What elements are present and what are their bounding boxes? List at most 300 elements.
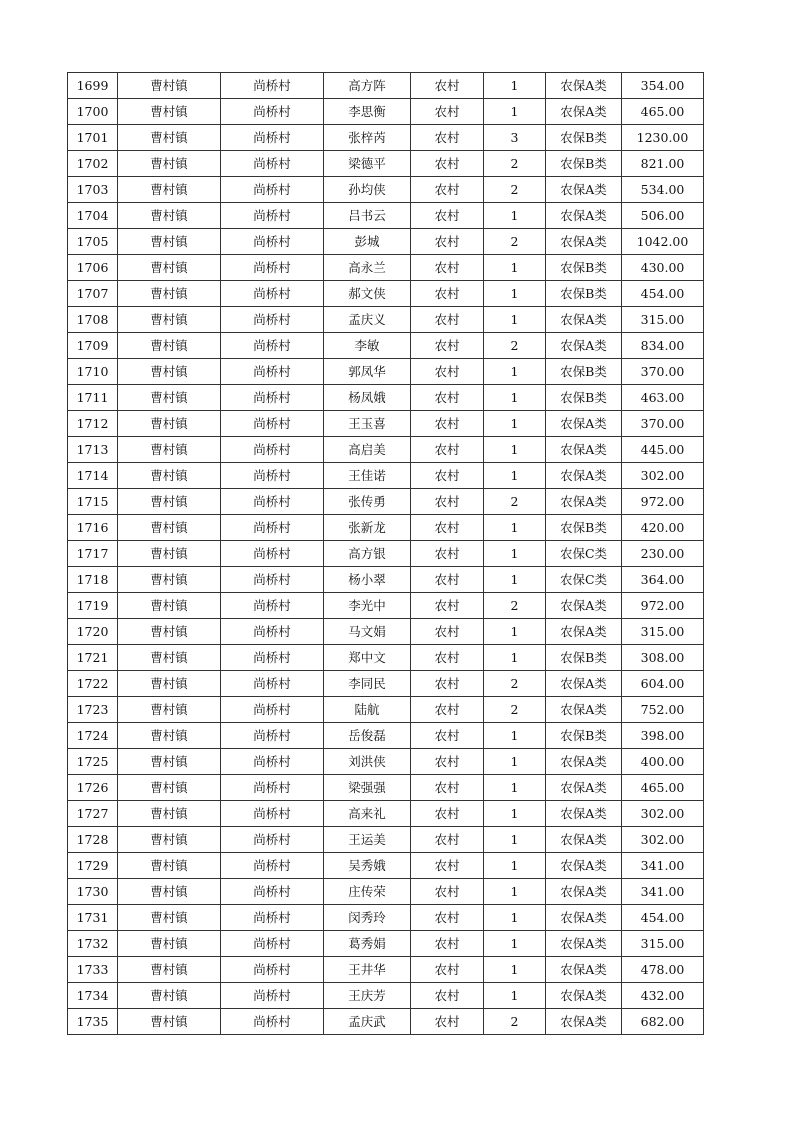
- serial-number-cell: 1728: [68, 827, 118, 853]
- household-size-cell: 1: [484, 749, 546, 775]
- household-size-cell: 1: [484, 879, 546, 905]
- area-type-cell: 农村: [411, 281, 484, 307]
- category-cell: 农保B类: [546, 645, 622, 671]
- area-type-cell: 农村: [411, 463, 484, 489]
- name-cell: 李光中: [324, 593, 411, 619]
- amount-cell: 341.00: [622, 879, 704, 905]
- amount-cell: 364.00: [622, 567, 704, 593]
- household-size-cell: 1: [484, 541, 546, 567]
- amount-cell: 370.00: [622, 411, 704, 437]
- name-cell: 郝文侠: [324, 281, 411, 307]
- village-cell: 尚桥村: [221, 333, 324, 359]
- village-cell: 尚桥村: [221, 697, 324, 723]
- serial-number-cell: 1722: [68, 671, 118, 697]
- serial-number-cell: 1714: [68, 463, 118, 489]
- category-cell: 农保A类: [546, 827, 622, 853]
- area-type-cell: 农村: [411, 255, 484, 281]
- town-cell: 曹村镇: [118, 333, 221, 359]
- serial-number-cell: 1702: [68, 151, 118, 177]
- area-type-cell: 农村: [411, 73, 484, 99]
- household-size-cell: 2: [484, 671, 546, 697]
- household-size-cell: 1: [484, 567, 546, 593]
- amount-cell: 445.00: [622, 437, 704, 463]
- village-cell: 尚桥村: [221, 437, 324, 463]
- category-cell: 农保A类: [546, 229, 622, 255]
- village-cell: 尚桥村: [221, 827, 324, 853]
- area-type-cell: 农村: [411, 593, 484, 619]
- household-size-cell: 1: [484, 983, 546, 1009]
- village-cell: 尚桥村: [221, 73, 324, 99]
- area-type-cell: 农村: [411, 983, 484, 1009]
- category-cell: 农保A类: [546, 463, 622, 489]
- amount-cell: 1230.00: [622, 125, 704, 151]
- household-size-cell: 2: [484, 489, 546, 515]
- name-cell: 岳俊磊: [324, 723, 411, 749]
- household-size-cell: 1: [484, 73, 546, 99]
- serial-number-cell: 1699: [68, 73, 118, 99]
- town-cell: 曹村镇: [118, 125, 221, 151]
- serial-number-cell: 1725: [68, 749, 118, 775]
- village-cell: 尚桥村: [221, 905, 324, 931]
- category-cell: 农保B类: [546, 723, 622, 749]
- amount-cell: 682.00: [622, 1009, 704, 1035]
- table-row: [68, 437, 704, 463]
- household-size-cell: 2: [484, 333, 546, 359]
- village-cell: 尚桥村: [221, 1009, 324, 1035]
- name-cell: 王庆芳: [324, 983, 411, 1009]
- table-row: [68, 749, 704, 775]
- household-size-cell: 2: [484, 229, 546, 255]
- amount-cell: 430.00: [622, 255, 704, 281]
- area-type-cell: 农村: [411, 723, 484, 749]
- area-type-cell: 农村: [411, 307, 484, 333]
- village-cell: 尚桥村: [221, 541, 324, 567]
- town-cell: 曹村镇: [118, 307, 221, 333]
- name-cell: 张梓芮: [324, 125, 411, 151]
- amount-cell: 315.00: [622, 619, 704, 645]
- village-cell: 尚桥村: [221, 931, 324, 957]
- serial-number-cell: 1718: [68, 567, 118, 593]
- table-row: [68, 645, 704, 671]
- town-cell: 曹村镇: [118, 515, 221, 541]
- table-row: [68, 671, 704, 697]
- village-cell: 尚桥村: [221, 853, 324, 879]
- name-cell: 高启美: [324, 437, 411, 463]
- serial-number-cell: 1732: [68, 931, 118, 957]
- category-cell: 农保A类: [546, 671, 622, 697]
- household-size-cell: 1: [484, 645, 546, 671]
- table-row: [68, 151, 704, 177]
- category-cell: 农保A类: [546, 619, 622, 645]
- town-cell: 曹村镇: [118, 749, 221, 775]
- town-cell: 曹村镇: [118, 359, 221, 385]
- amount-cell: 972.00: [622, 593, 704, 619]
- name-cell: 庄传荣: [324, 879, 411, 905]
- table-row: [68, 333, 704, 359]
- area-type-cell: 农村: [411, 203, 484, 229]
- category-cell: 农保A类: [546, 957, 622, 983]
- household-size-cell: 1: [484, 515, 546, 541]
- village-cell: 尚桥村: [221, 463, 324, 489]
- household-size-cell: 1: [484, 99, 546, 125]
- area-type-cell: 农村: [411, 567, 484, 593]
- name-cell: 孙均侠: [324, 177, 411, 203]
- town-cell: 曹村镇: [118, 385, 221, 411]
- village-cell: 尚桥村: [221, 229, 324, 255]
- village-cell: 尚桥村: [221, 125, 324, 151]
- table-row: [68, 177, 704, 203]
- table-row: [68, 853, 704, 879]
- table-row: [68, 931, 704, 957]
- serial-number-cell: 1715: [68, 489, 118, 515]
- table-row: [68, 203, 704, 229]
- household-size-cell: 1: [484, 411, 546, 437]
- category-cell: 农保A类: [546, 73, 622, 99]
- serial-number-cell: 1711: [68, 385, 118, 411]
- town-cell: 曹村镇: [118, 853, 221, 879]
- table-row: [68, 73, 704, 99]
- category-cell: 农保B类: [546, 515, 622, 541]
- area-type-cell: 农村: [411, 827, 484, 853]
- area-type-cell: 农村: [411, 853, 484, 879]
- area-type-cell: 农村: [411, 905, 484, 931]
- town-cell: 曹村镇: [118, 203, 221, 229]
- name-cell: 马文娟: [324, 619, 411, 645]
- area-type-cell: 农村: [411, 697, 484, 723]
- table-row: [68, 515, 704, 541]
- serial-number-cell: 1726: [68, 775, 118, 801]
- category-cell: 农保B类: [546, 385, 622, 411]
- amount-cell: 463.00: [622, 385, 704, 411]
- name-cell: 李同民: [324, 671, 411, 697]
- town-cell: 曹村镇: [118, 931, 221, 957]
- serial-number-cell: 1735: [68, 1009, 118, 1035]
- area-type-cell: 农村: [411, 645, 484, 671]
- name-cell: 彭城: [324, 229, 411, 255]
- table-row: [68, 281, 704, 307]
- category-cell: 农保B类: [546, 151, 622, 177]
- area-type-cell: 农村: [411, 957, 484, 983]
- village-cell: 尚桥村: [221, 307, 324, 333]
- household-size-cell: 1: [484, 905, 546, 931]
- household-size-cell: 1: [484, 853, 546, 879]
- household-size-cell: 2: [484, 697, 546, 723]
- amount-cell: 454.00: [622, 905, 704, 931]
- name-cell: 孟庆义: [324, 307, 411, 333]
- town-cell: 曹村镇: [118, 801, 221, 827]
- town-cell: 曹村镇: [118, 957, 221, 983]
- category-cell: 农保A类: [546, 775, 622, 801]
- amount-cell: 432.00: [622, 983, 704, 1009]
- table-row: [68, 255, 704, 281]
- household-size-cell: 1: [484, 775, 546, 801]
- village-cell: 尚桥村: [221, 593, 324, 619]
- name-cell: 闵秀玲: [324, 905, 411, 931]
- category-cell: 农保A类: [546, 177, 622, 203]
- household-size-cell: 1: [484, 307, 546, 333]
- name-cell: 高永兰: [324, 255, 411, 281]
- serial-number-cell: 1708: [68, 307, 118, 333]
- area-type-cell: 农村: [411, 177, 484, 203]
- area-type-cell: 农村: [411, 749, 484, 775]
- category-cell: 农保A类: [546, 879, 622, 905]
- category-cell: 农保A类: [546, 489, 622, 515]
- serial-number-cell: 1704: [68, 203, 118, 229]
- town-cell: 曹村镇: [118, 489, 221, 515]
- serial-number-cell: 1700: [68, 99, 118, 125]
- amount-cell: 465.00: [622, 99, 704, 125]
- amount-cell: 315.00: [622, 307, 704, 333]
- area-type-cell: 农村: [411, 879, 484, 905]
- serial-number-cell: 1733: [68, 957, 118, 983]
- area-type-cell: 农村: [411, 229, 484, 255]
- category-cell: 农保C类: [546, 567, 622, 593]
- amount-cell: 370.00: [622, 359, 704, 385]
- village-cell: 尚桥村: [221, 879, 324, 905]
- table-row: [68, 411, 704, 437]
- amount-cell: 454.00: [622, 281, 704, 307]
- category-cell: 农保A类: [546, 333, 622, 359]
- area-type-cell: 农村: [411, 775, 484, 801]
- category-cell: 农保B类: [546, 359, 622, 385]
- village-cell: 尚桥村: [221, 177, 324, 203]
- table-row: [68, 957, 704, 983]
- amount-cell: 972.00: [622, 489, 704, 515]
- serial-number-cell: 1730: [68, 879, 118, 905]
- table-row: [68, 697, 704, 723]
- area-type-cell: 农村: [411, 151, 484, 177]
- household-size-cell: 2: [484, 593, 546, 619]
- household-size-cell: 1: [484, 281, 546, 307]
- village-cell: 尚桥村: [221, 567, 324, 593]
- household-size-cell: 2: [484, 1009, 546, 1035]
- category-cell: 农保A类: [546, 749, 622, 775]
- serial-number-cell: 1713: [68, 437, 118, 463]
- serial-number-cell: 1719: [68, 593, 118, 619]
- serial-number-cell: 1701: [68, 125, 118, 151]
- serial-number-cell: 1709: [68, 333, 118, 359]
- village-cell: 尚桥村: [221, 281, 324, 307]
- household-size-cell: 3: [484, 125, 546, 151]
- village-cell: 尚桥村: [221, 671, 324, 697]
- name-cell: 陆航: [324, 697, 411, 723]
- village-cell: 尚桥村: [221, 151, 324, 177]
- name-cell: 王运美: [324, 827, 411, 853]
- name-cell: 杨小翠: [324, 567, 411, 593]
- village-cell: 尚桥村: [221, 775, 324, 801]
- table-row: [68, 775, 704, 801]
- table-row: [68, 879, 704, 905]
- name-cell: 王玉喜: [324, 411, 411, 437]
- category-cell: 农保C类: [546, 541, 622, 567]
- table-row: [68, 1009, 704, 1035]
- category-cell: 农保A类: [546, 437, 622, 463]
- village-cell: 尚桥村: [221, 359, 324, 385]
- household-size-cell: 1: [484, 203, 546, 229]
- category-cell: 农保A类: [546, 931, 622, 957]
- table-row: [68, 619, 704, 645]
- table-row: [68, 801, 704, 827]
- area-type-cell: 农村: [411, 515, 484, 541]
- category-cell: 农保A类: [546, 983, 622, 1009]
- name-cell: 梁强强: [324, 775, 411, 801]
- table-row: [68, 983, 704, 1009]
- village-cell: 尚桥村: [221, 255, 324, 281]
- village-cell: 尚桥村: [221, 515, 324, 541]
- category-cell: 农保A类: [546, 1009, 622, 1035]
- name-cell: 吴秀娥: [324, 853, 411, 879]
- amount-cell: 230.00: [622, 541, 704, 567]
- serial-number-cell: 1716: [68, 515, 118, 541]
- table-row: [68, 463, 704, 489]
- village-cell: 尚桥村: [221, 645, 324, 671]
- area-type-cell: 农村: [411, 437, 484, 463]
- household-size-cell: 1: [484, 723, 546, 749]
- name-cell: 高方银: [324, 541, 411, 567]
- category-cell: 农保A类: [546, 307, 622, 333]
- amount-cell: 302.00: [622, 463, 704, 489]
- town-cell: 曹村镇: [118, 151, 221, 177]
- table-row: [68, 541, 704, 567]
- amount-cell: 752.00: [622, 697, 704, 723]
- serial-number-cell: 1717: [68, 541, 118, 567]
- town-cell: 曹村镇: [118, 281, 221, 307]
- area-type-cell: 农村: [411, 801, 484, 827]
- serial-number-cell: 1721: [68, 645, 118, 671]
- category-cell: 农保B类: [546, 281, 622, 307]
- town-cell: 曹村镇: [118, 905, 221, 931]
- town-cell: 曹村镇: [118, 437, 221, 463]
- household-size-cell: 1: [484, 827, 546, 853]
- name-cell: 郑中文: [324, 645, 411, 671]
- town-cell: 曹村镇: [118, 827, 221, 853]
- area-type-cell: 农村: [411, 671, 484, 697]
- table-row: [68, 827, 704, 853]
- amount-cell: 420.00: [622, 515, 704, 541]
- town-cell: 曹村镇: [118, 723, 221, 749]
- category-cell: 农保A类: [546, 697, 622, 723]
- table-row: [68, 489, 704, 515]
- serial-number-cell: 1707: [68, 281, 118, 307]
- table-row: [68, 905, 704, 931]
- serial-number-cell: 1712: [68, 411, 118, 437]
- town-cell: 曹村镇: [118, 593, 221, 619]
- table-row: [68, 567, 704, 593]
- town-cell: 曹村镇: [118, 73, 221, 99]
- category-cell: 农保A类: [546, 593, 622, 619]
- name-cell: 郭凤华: [324, 359, 411, 385]
- village-cell: 尚桥村: [221, 619, 324, 645]
- amount-cell: 398.00: [622, 723, 704, 749]
- household-size-cell: 2: [484, 177, 546, 203]
- area-type-cell: 农村: [411, 541, 484, 567]
- name-cell: 吕书云: [324, 203, 411, 229]
- household-size-cell: 1: [484, 619, 546, 645]
- area-type-cell: 农村: [411, 385, 484, 411]
- table-row: [68, 307, 704, 333]
- document-page: [67, 72, 704, 1035]
- household-size-cell: 2: [484, 151, 546, 177]
- area-type-cell: 农村: [411, 411, 484, 437]
- table-row: [68, 229, 704, 255]
- town-cell: 曹村镇: [118, 567, 221, 593]
- category-cell: 农保A类: [546, 853, 622, 879]
- name-cell: 梁德平: [324, 151, 411, 177]
- serial-number-cell: 1710: [68, 359, 118, 385]
- category-cell: 农保A类: [546, 411, 622, 437]
- table-row: [68, 385, 704, 411]
- town-cell: 曹村镇: [118, 645, 221, 671]
- name-cell: 张新龙: [324, 515, 411, 541]
- household-size-cell: 1: [484, 801, 546, 827]
- amount-cell: 341.00: [622, 853, 704, 879]
- village-cell: 尚桥村: [221, 957, 324, 983]
- serial-number-cell: 1727: [68, 801, 118, 827]
- name-cell: 孟庆武: [324, 1009, 411, 1035]
- town-cell: 曹村镇: [118, 255, 221, 281]
- category-cell: 农保B类: [546, 125, 622, 151]
- village-cell: 尚桥村: [221, 99, 324, 125]
- household-size-cell: 1: [484, 931, 546, 957]
- village-cell: 尚桥村: [221, 983, 324, 1009]
- name-cell: 刘洪侠: [324, 749, 411, 775]
- table-body: [68, 73, 704, 1035]
- area-type-cell: 农村: [411, 99, 484, 125]
- table-row: [68, 125, 704, 151]
- category-cell: 农保A类: [546, 905, 622, 931]
- area-type-cell: 农村: [411, 125, 484, 151]
- serial-number-cell: 1706: [68, 255, 118, 281]
- area-type-cell: 农村: [411, 489, 484, 515]
- area-type-cell: 农村: [411, 931, 484, 957]
- amount-cell: 354.00: [622, 73, 704, 99]
- village-cell: 尚桥村: [221, 385, 324, 411]
- village-cell: 尚桥村: [221, 749, 324, 775]
- serial-number-cell: 1731: [68, 905, 118, 931]
- town-cell: 曹村镇: [118, 99, 221, 125]
- name-cell: 张传勇: [324, 489, 411, 515]
- name-cell: 王井华: [324, 957, 411, 983]
- serial-number-cell: 1720: [68, 619, 118, 645]
- serial-number-cell: 1723: [68, 697, 118, 723]
- amount-cell: 506.00: [622, 203, 704, 229]
- amount-cell: 465.00: [622, 775, 704, 801]
- table-row: [68, 593, 704, 619]
- amount-cell: 308.00: [622, 645, 704, 671]
- village-cell: 尚桥村: [221, 723, 324, 749]
- amount-cell: 604.00: [622, 671, 704, 697]
- name-cell: 王佳诺: [324, 463, 411, 489]
- table-row: [68, 359, 704, 385]
- household-size-cell: 1: [484, 463, 546, 489]
- town-cell: 曹村镇: [118, 177, 221, 203]
- area-type-cell: 农村: [411, 1009, 484, 1035]
- household-size-cell: 1: [484, 385, 546, 411]
- name-cell: 杨凤娥: [324, 385, 411, 411]
- village-cell: 尚桥村: [221, 411, 324, 437]
- amount-cell: 302.00: [622, 801, 704, 827]
- name-cell: 葛秀娟: [324, 931, 411, 957]
- serial-number-cell: 1703: [68, 177, 118, 203]
- town-cell: 曹村镇: [118, 541, 221, 567]
- category-cell: 农保A类: [546, 203, 622, 229]
- town-cell: 曹村镇: [118, 983, 221, 1009]
- household-size-cell: 1: [484, 437, 546, 463]
- name-cell: 高方阵: [324, 73, 411, 99]
- serial-number-cell: 1724: [68, 723, 118, 749]
- village-cell: 尚桥村: [221, 801, 324, 827]
- amount-cell: 534.00: [622, 177, 704, 203]
